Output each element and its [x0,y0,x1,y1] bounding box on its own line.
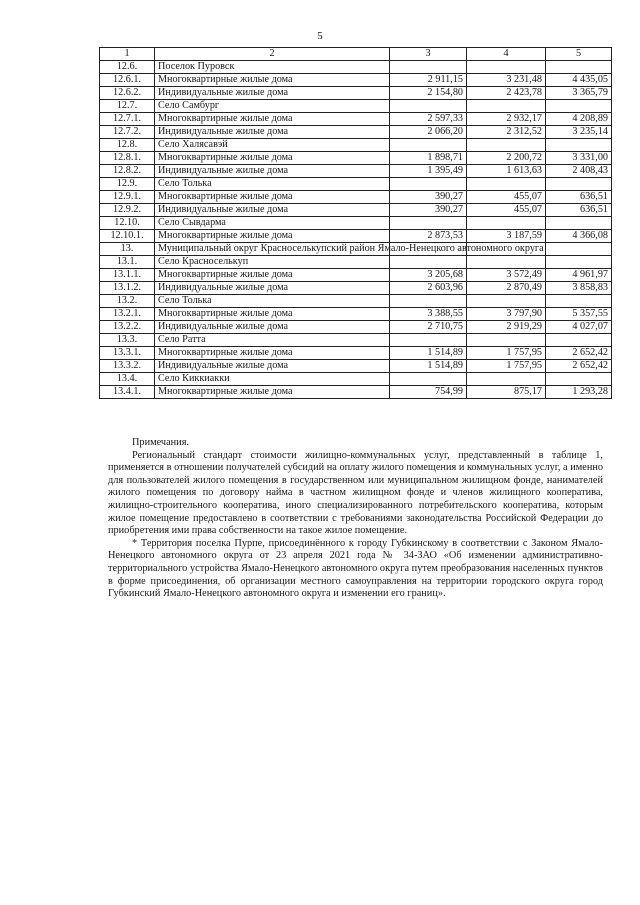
row-code-cell: 12.6.1. [100,74,155,87]
row-value-col3-cell: 1 514,89 [390,360,467,373]
row-code-cell: 12.6. [100,61,155,74]
table-row [100,61,612,74]
table-row [100,126,612,139]
row-value-col5-cell [546,100,612,113]
row-value-col3-cell: 2 603,96 [390,282,467,295]
row-name-cell: Село Самбург [155,100,390,113]
row-value-col5-cell: 4 961,97 [546,269,612,282]
table-row [100,282,612,295]
row-code-cell: 13.4.1. [100,386,155,399]
row-name-cell: Многоквартирные жилые дома [155,308,390,321]
row-value-col3-cell [390,217,467,230]
row-code-cell: 13. [100,243,155,256]
row-value-col4-cell: 2 312,52 [467,126,546,139]
row-code-cell: 12.7. [100,100,155,113]
row-value-col5-cell [546,243,612,256]
table-row [100,321,612,334]
row-name-cell: Муниципальный округ Красноселькупский район Ямало-Ненецкого автономного округа [155,243,390,256]
header-cell: 3 [390,48,467,61]
row-value-col3-cell: 2 911,15 [390,74,467,87]
row-name-cell: Многоквартирные жилые дома [155,347,390,360]
table-row [100,74,612,87]
row-name-cell: Многоквартирные жилые дома [155,74,390,87]
row-value-col3-cell: 3 388,55 [390,308,467,321]
row-value-col4-cell [467,100,546,113]
row-value-col3-cell [390,100,467,113]
row-value-col5-cell: 5 357,55 [546,308,612,321]
row-code-cell: 12.8.1. [100,152,155,165]
table-row [100,360,612,373]
row-name-cell: Индивидуальные жилые дома [155,321,390,334]
table-row [100,87,612,100]
row-value-col5-cell: 4 208,89 [546,113,612,126]
row-code-cell: 13.2.1. [100,308,155,321]
row-name-cell: Поселок Пуровск [155,61,390,74]
row-name-cell: Многоквартирные жилые дома [155,113,390,126]
row-value-col4-cell: 3 187,59 [467,230,546,243]
table-row [100,191,612,204]
row-value-col3-cell [390,334,467,347]
row-value-col5-cell [546,139,612,152]
row-name-cell: Село Халясавэй [155,139,390,152]
row-value-col5-cell: 636,51 [546,191,612,204]
row-value-col4-cell: 2 200,72 [467,152,546,165]
table-row [100,256,612,269]
row-value-col5-cell: 3 365,79 [546,87,612,100]
row-value-col5-cell [546,217,612,230]
row-name-cell: Многоквартирные жилые дома [155,191,390,204]
row-value-col5-cell [546,61,612,74]
table-row [100,152,612,165]
row-value-col5-cell [546,295,612,308]
row-name-cell: Многоквартирные жилые дома [155,269,390,282]
table-row [100,295,612,308]
row-value-col4-cell [467,295,546,308]
row-value-col4-cell [467,61,546,74]
row-value-col3-cell: 754,99 [390,386,467,399]
row-value-col3-cell: 1 514,89 [390,347,467,360]
row-name-cell: Село Красноселькуп [155,256,390,269]
row-code-cell: 12.6.2. [100,87,155,100]
row-code-cell: 12.10.1. [100,230,155,243]
row-value-col4-cell: 2 423,78 [467,87,546,100]
row-value-col4-cell: 1 757,95 [467,360,546,373]
row-code-cell: 13.1.1. [100,269,155,282]
row-name-cell: Село Ратта [155,334,390,347]
table-header-row [100,48,612,61]
notes-paragraph-standard: Региональный стандарт стоимости жилищно-коммунальных услуг, представленный в таблице 1, применяется в отношении получателей субсидий на оплату жилого помещения и коммунальных услуг, а именно для пользователей жилого помещения в государственном или муниципальном жилищном фонде, нанимателей жилого помещения по договору найма в частном жилищном фонде и членов жилищного кооператива, жилищно-строительного кооператива, иного специализированного потребительского кооператива, которым жилое помещение предоставлено в соответствии с требованиями законодательства Российской Федерации до приобретения ими права собственности на такое жилое помещение. [108,449,603,537]
row-value-col3-cell [390,178,467,191]
row-value-col4-cell [467,178,546,191]
row-code-cell: 13.4. [100,373,155,386]
row-value-col5-cell: 4 435,05 [546,74,612,87]
row-value-col3-cell: 3 205,68 [390,269,467,282]
table-row [100,178,612,191]
row-value-col5-cell: 3 858,83 [546,282,612,295]
row-value-col5-cell: 4 366,08 [546,230,612,243]
row-name-cell: Село Сывдарма [155,217,390,230]
row-code-cell: 12.8. [100,139,155,152]
row-name-cell: Индивидуальные жилые дома [155,204,390,217]
row-value-col4-cell: 2 870,49 [467,282,546,295]
row-code-cell: 12.7.1. [100,113,155,126]
row-name-cell: Индивидуальные жилые дома [155,87,390,100]
row-value-col3-cell: 1 898,71 [390,152,467,165]
notes-section [108,437,603,601]
row-value-col5-cell: 1 293,28 [546,386,612,399]
row-name-cell: Многоквартирные жилые дома [155,152,390,165]
table-row [100,269,612,282]
row-value-col3-cell: 2 066,20 [390,126,467,139]
table-body [100,61,612,399]
row-name-cell: Село Киккиакки [155,373,390,386]
row-code-cell: 13.1.2. [100,282,155,295]
row-value-col5-cell [546,178,612,191]
table-row [100,100,612,113]
row-value-col5-cell: 3 331,00 [546,152,612,165]
row-name-cell: Индивидуальные жилые дома [155,126,390,139]
row-value-col3-cell [390,256,467,269]
table-row [100,386,612,399]
table-row [100,113,612,126]
row-value-col4-cell: 3 797,90 [467,308,546,321]
row-code-cell: 12.10. [100,217,155,230]
table-row [100,217,612,230]
row-value-col4-cell [467,217,546,230]
row-name-cell: Индивидуальные жилые дома [155,165,390,178]
row-value-col4-cell: 3 231,48 [467,74,546,87]
row-value-col3-cell: 1 395,49 [390,165,467,178]
row-value-col3-cell [390,139,467,152]
row-value-col4-cell: 2 919,29 [467,321,546,334]
header-cell: 4 [467,48,546,61]
row-value-col3-cell [390,373,467,386]
row-value-col3-cell: 390,27 [390,204,467,217]
page-number: 5 [317,30,323,42]
table-row [100,373,612,386]
row-value-col5-cell: 2 408,43 [546,165,612,178]
row-code-cell: 13.2. [100,295,155,308]
row-value-col4-cell: 1 613,63 [467,165,546,178]
row-value-col4-cell: 2 932,17 [467,113,546,126]
tariff-table [99,47,612,399]
row-value-col3-cell: 2 873,53 [390,230,467,243]
table-row [100,347,612,360]
header-cell: 5 [546,48,612,61]
table-row [100,308,612,321]
row-code-cell: 13.3. [100,334,155,347]
row-value-col3-cell [390,295,467,308]
row-value-col4-cell [467,256,546,269]
row-code-cell: 13.2.2. [100,321,155,334]
notes-paragraph-footnote: * Территория поселка Пурпе, присоединённого к городу Губкинскому в соответствии с Законом Ямало-Ненецкого автономного округа от 23 апреля 2021 года № 34-ЗАО «Об изменении административно-территориального устройства Ямало-Ненецкого автономного округа путем преобразования населенных пунктов в форме присоединения, об организации местного самоуправления на территории городского округа город Губкинский Ямало-Ненецкого автономного округа и изменении его границ». [108,537,603,600]
row-value-col5-cell: 4 027,07 [546,321,612,334]
row-code-cell: 12.7.2. [100,126,155,139]
row-value-col5-cell: 636,51 [546,204,612,217]
table-row [100,243,612,256]
row-code-cell: 13.1. [100,256,155,269]
row-value-col5-cell [546,373,612,386]
row-value-col4-cell: 875,17 [467,386,546,399]
row-name-cell: Индивидуальные жилые дома [155,360,390,373]
row-name-cell: Село Толька [155,178,390,191]
row-value-col4-cell: 455,07 [467,204,546,217]
row-value-col4-cell: 455,07 [467,191,546,204]
row-code-cell: 13.3.1. [100,347,155,360]
table-row [100,165,612,178]
table-row [100,139,612,152]
row-code-cell: 12.9.2. [100,204,155,217]
row-code-cell: 12.8.2. [100,165,155,178]
row-value-col5-cell: 2 652,42 [546,347,612,360]
row-code-cell: 12.9. [100,178,155,191]
row-value-col3-cell: 2 154,80 [390,87,467,100]
table-row [100,334,612,347]
row-value-col3-cell: 2 710,75 [390,321,467,334]
notes-title: Примечания. [132,437,190,448]
row-value-col4-cell [467,373,546,386]
row-value-col5-cell: 2 652,42 [546,360,612,373]
row-code-cell: 13.3.2. [100,360,155,373]
row-value-col5-cell [546,256,612,269]
row-name-cell: Многоквартирные жилые дома [155,230,390,243]
header-cell: 2 [155,48,390,61]
row-value-col3-cell: 390,27 [390,191,467,204]
row-name-cell: Многоквартирные жилые дома [155,386,390,399]
table-row [100,204,612,217]
row-value-col5-cell [546,334,612,347]
table-row [100,230,612,243]
row-name-cell: Село Толька [155,295,390,308]
row-value-col3-cell [390,61,467,74]
row-code-cell: 12.9.1. [100,191,155,204]
row-value-col4-cell [467,334,546,347]
row-value-col3-cell: 2 597,33 [390,113,467,126]
row-value-col5-cell: 3 235,14 [546,126,612,139]
row-value-col4-cell [467,139,546,152]
row-value-col4-cell: 1 757,95 [467,347,546,360]
header-cell: 1 [100,48,155,61]
row-name-cell: Индивидуальные жилые дома [155,282,390,295]
row-value-col4-cell: 3 572,49 [467,269,546,282]
